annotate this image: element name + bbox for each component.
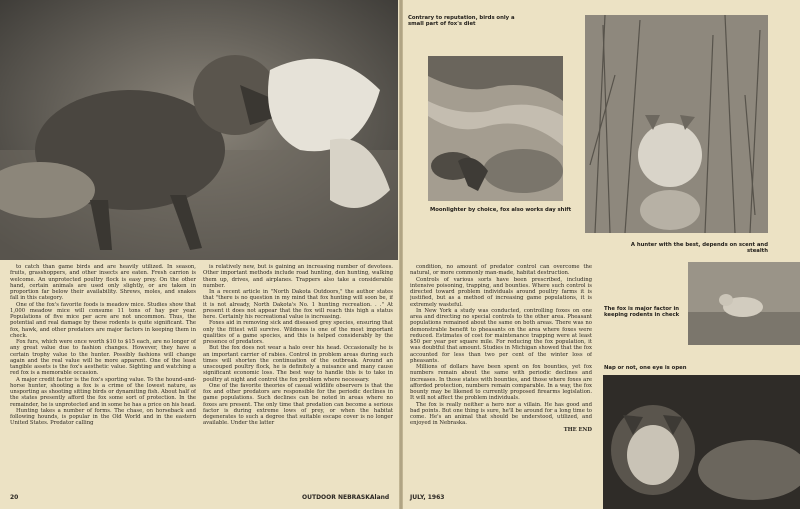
end-mark: THE END: [563, 426, 592, 433]
paragraph: Controls of various sorts have been prescribed, including intensive poisoning, trapping, and bounties. Where such control is directed toward problem individuals around poultry farms it is justified, but as a method of increasing game populations, it is extremely wasteful.: [410, 276, 592, 308]
magazine-name: OUTDOOR NEBRASKAland: [302, 494, 390, 501]
paragraph: Foxes aid in removing sick and diseased grey species, ensuring that only the fittest will survive. Wildness is one of the most important qualities of a game species, and this is helped considerably by the presence of predators.: [203, 320, 393, 345]
left-page-column-1: [10, 264, 196, 476]
paragraph: In a recent article in "North Dakota Outdoors," the author states that "there is no question in my mind that fox hunting will soon be, if it is not already, North Dakota's No. 1 hunting recreation. . ." At present it does not appear that the fox will reach this high a status here. Certainly his recreational value is increasing.: [203, 289, 393, 320]
paragraph: to catch than game birds and are heavily utilized. In season, fruits, grasshoppers, and other insects are eaten. Fresh carrion is welcome. An unprotected poultry flock is easy prey. On the other hand, certain animals are used only slightly, or are taken in proportion far below their availability. Shrews, moles, and snakes fall in this category.: [10, 264, 196, 302]
caption-moonlighter: Moonlighter by choice, fox also works day shift: [430, 207, 572, 213]
caption-rodents: The fox is major factor in keeping rodents in check: [604, 306, 680, 319]
paragraph: One of the fox's favorite foods is meadow mice. Studies show that 1,000 meadow mice will consume 11 tons of hay per year. Populations of five mice per acre are not uncommon. Thus, the potential and real damage by these rodents is quite significant. The fox, hawk, and other predators are major factors in keeping them in check.: [10, 301, 196, 339]
fox-at-creek-photo: [428, 56, 563, 201]
paragraph: is relatively new, but is gaining an increasing number of devotees. Other important methods include road hunting, den hunting, walking them up, drives, and airplanes. Trappers also take a considerable number.: [203, 264, 393, 289]
page-gutter: [399, 0, 403, 509]
page-number-left: 20: [10, 494, 19, 501]
fox-in-tall-grass-photo: [585, 15, 768, 233]
caption-nap: Nap or not, one eye is open: [604, 365, 687, 371]
paragraph: Millions of dollars have been spent on fox bounties, yet fox numbers remain about the same with periodic declines and increases. In those states with bounties, and those where foxes are afforded protection, numbers remain comparable. In a way, the fox bounty may be likened to currently proposed firearms legislation. It will not affect the problem individuals.: [410, 364, 592, 402]
issue-date: JULY, 1963: [410, 494, 445, 501]
paragraph: Fox furs, which were once worth $10 to $15 each, are no longer of any great value due to fashion changes. However, they have a certain trophy value to the hunter. Possibly fashions will change again and the real value will be more apparent. One of the least tangible assets is the fox's aesthetic value. Sighting and watching a red fox is a memorable occasion.: [10, 339, 196, 377]
paragraph: condition, no amount of predator control can overcome the natural, or more commonly man-made, habitat destruction.: [410, 264, 592, 277]
paragraph: But the fox does not wear a halo over his head. Occasionally he is an important carrier of rabies. Control in problem areas during such times will shorten the continuation of the outbreak. Around an unscouped poultry flock, he is definitely a nuisance and many cause significant economic loss. The best way to handle this is to take in poultry at night and control the fox problem where necessary.: [203, 345, 393, 383]
paragraph: The fox is really neither a hero nor a villain. He has good and bad points. But one thing is sure, he'll be around for a long time to come. He's an animal that should be understood, utilized, and enjoyed in Nebraska.: [410, 401, 592, 427]
caption-diet: Contrary to reputation, birds only a small part of fox's diet: [408, 15, 515, 28]
fox-in-field-photo: [688, 262, 800, 345]
paragraph: Hunting takes a number of forms. The chase, on horseback and following hounds, is popular in the Old World and in the eastern United States. Predator calling: [10, 407, 196, 427]
sleeping-fox-photo: [603, 375, 800, 509]
caption-hunter: A hunter with the best, depends on scent and stealth: [630, 242, 768, 255]
paragraph: One of the favorite theories of casual wildlife observers is that the fox and other predators are responsible for the periodic declines in game populations. Such declines can be noted in areas where no foxes are present. The only time that predation can become a serious factor is during extreme lows of prey, or when the habitat degenerates to such a degree that suitable escape cover is no longer available. Under the latter: [203, 382, 393, 427]
fox-with-bird-photo: [0, 0, 398, 260]
right-page-column-1: [410, 264, 592, 492]
left-page-column-2: [203, 264, 393, 476]
paragraph: In New York a study was conducted, controlling foxes on one area and directing no special controls to the other area. Pheasant populations remained about the same on both areas. There was no demonstrable benefit to pheasants on the area where foxes were reduced. Estimates of cost for maintenance trapping were at least $50 per year per square mile. For reducing the fox population, it was doubtful that amount. Studies in Michigan showed that the fox accounted for less than two per cent of the winter loss of pheasants.: [410, 307, 592, 364]
paragraph: A major credit factor is the fox's sporting value. To the hound-and-horse hunter, shooting a fox is a crime of the lowest nature, as unsporting as shooting sitting birds or dynamiting fish. About half of the states presently afford the fox some sort of protection. In the remainder, he is unprotected and in some he has a price on his head.: [10, 376, 196, 408]
